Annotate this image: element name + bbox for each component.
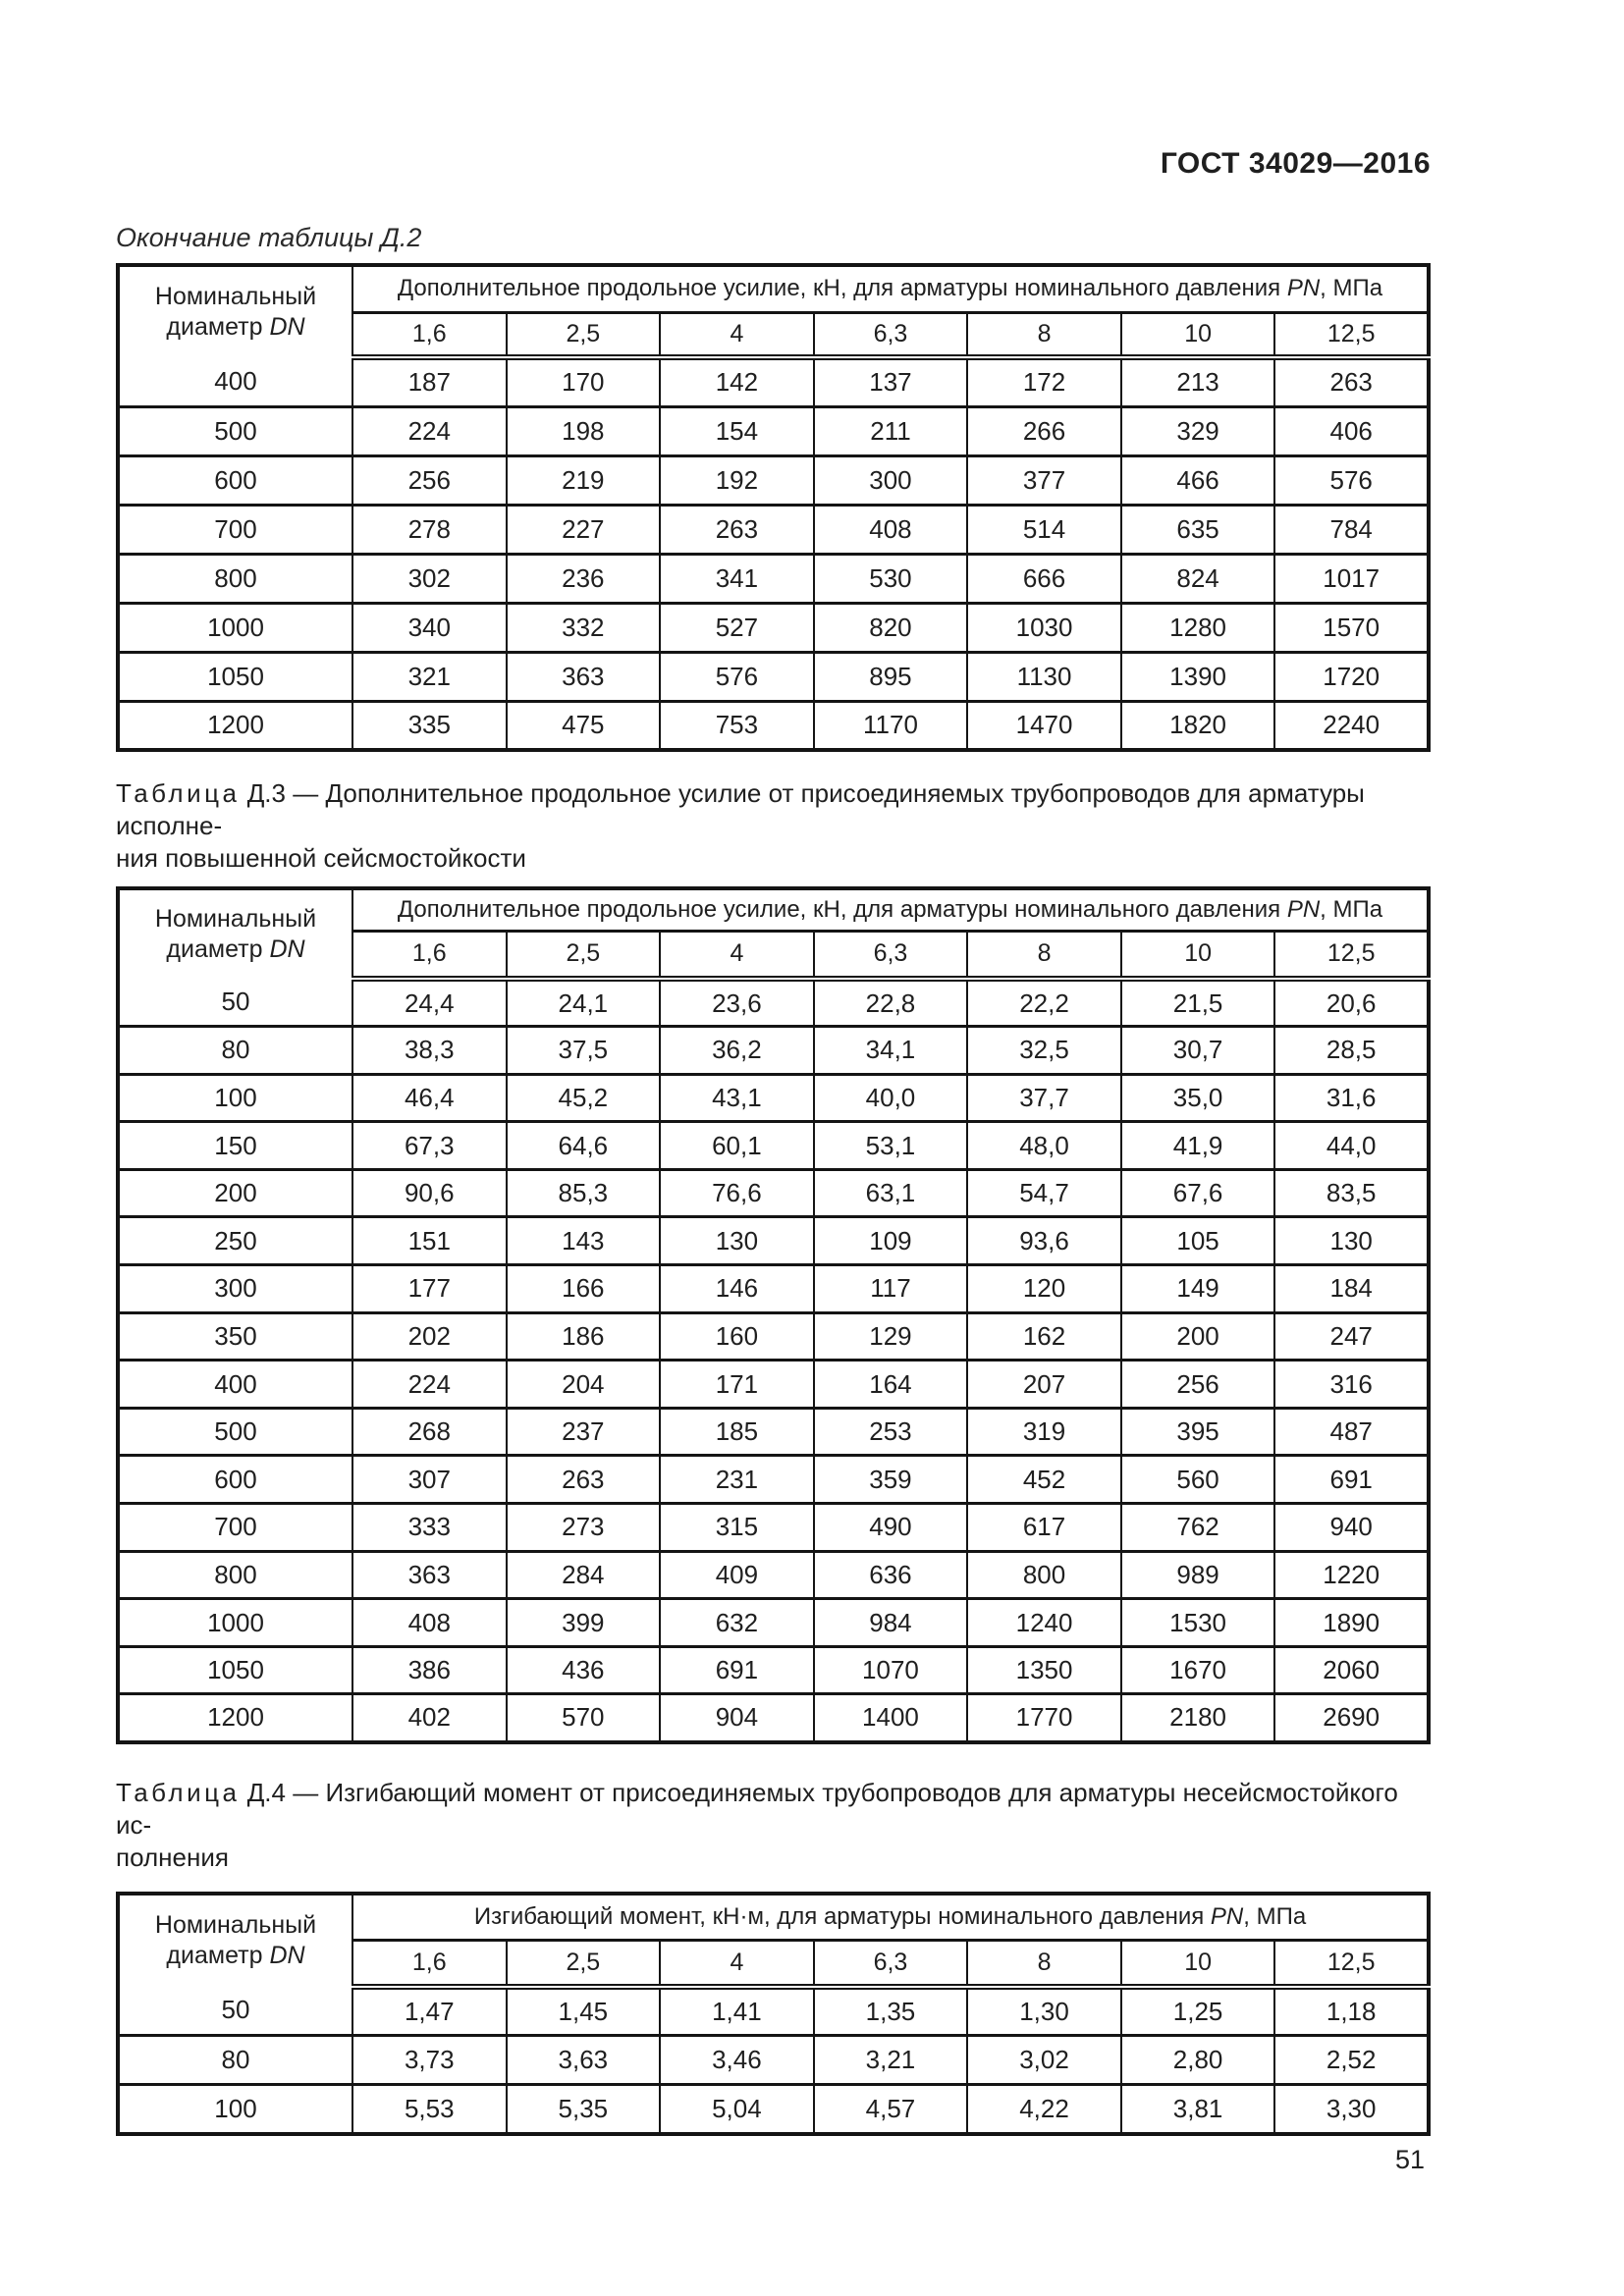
value-cell: 24,4 <box>352 979 507 1027</box>
page-number: 51 <box>1394 2144 1425 2174</box>
dn-cell: 1050 <box>118 652 352 701</box>
standard-number: ГОСТ 34029—2016 <box>1160 147 1431 180</box>
value-cell: 76,6 <box>660 1169 814 1217</box>
value-cell: 319 <box>967 1408 1121 1456</box>
value-cell: 46,4 <box>352 1074 507 1122</box>
table-row <box>118 652 1429 701</box>
value-cell: 151 <box>352 1217 507 1265</box>
table-row <box>118 1361 1429 1409</box>
value-cell: 576 <box>660 652 814 701</box>
value-cell: 753 <box>660 701 814 750</box>
value-cell: 67,3 <box>352 1122 507 1170</box>
dn-cell: 700 <box>118 505 352 554</box>
value-cell: 32,5 <box>967 1027 1121 1075</box>
value-cell: 300 <box>814 455 968 505</box>
page-content <box>116 0 1431 2175</box>
value-cell: 1,45 <box>507 1987 661 2036</box>
value-cell: 636 <box>814 1551 968 1599</box>
value-cell: 4,22 <box>967 2085 1121 2134</box>
table-row <box>118 1265 1429 1313</box>
pressure-header: 6,3 <box>814 931 968 979</box>
dn-cell: 50 <box>118 1987 352 2036</box>
value-cell: 399 <box>507 1599 661 1647</box>
dn-cell: 1200 <box>118 1694 352 1742</box>
data-table-d3 <box>116 886 1431 1744</box>
value-cell: 171 <box>660 1361 814 1409</box>
value-cell: 4,57 <box>814 2085 968 2134</box>
dn-cell: 300 <box>118 1265 352 1313</box>
dn-cell: 250 <box>118 1217 352 1265</box>
value-cell: 1390 <box>1121 652 1275 701</box>
table-d3-caption-line1: Дополнительное продольное усилие от присоединяемых трубопроводов для арматуры исполне- <box>116 778 1365 840</box>
data-table-d2-end <box>116 263 1431 752</box>
value-cell: 263 <box>660 505 814 554</box>
value-cell: 340 <box>352 603 507 652</box>
value-cell: 224 <box>352 406 507 455</box>
value-cell: 60,1 <box>660 1122 814 1170</box>
value-cell: 1220 <box>1274 1551 1429 1599</box>
pressure-header: 1,6 <box>352 931 507 979</box>
value-cell: 211 <box>814 406 968 455</box>
value-cell: 48,0 <box>967 1122 1121 1170</box>
table-d4-caption <box>116 1777 1431 1874</box>
value-cell: 247 <box>1274 1312 1429 1361</box>
table-d3-caption-line2: ния повышенной сейсмостойкости <box>116 843 526 873</box>
table-row <box>118 2085 1429 2134</box>
table-row <box>118 1169 1429 1217</box>
value-cell: 63,1 <box>814 1169 968 1217</box>
value-cell: 22,2 <box>967 979 1121 1027</box>
value-cell: 120 <box>967 1265 1121 1313</box>
value-cell: 85,3 <box>507 1169 661 1217</box>
table-row <box>118 1217 1429 1265</box>
value-cell: 321 <box>352 652 507 701</box>
value-cell: 200 <box>1121 1312 1275 1361</box>
value-cell: 187 <box>352 357 507 406</box>
dn-cell: 100 <box>118 1074 352 1122</box>
value-cell: 632 <box>660 1599 814 1647</box>
dn-column-header: Номинальный диаметр DN <box>118 265 352 357</box>
dn-cell: 150 <box>118 1122 352 1170</box>
dn-cell: 600 <box>118 1456 352 1504</box>
value-cell: 170 <box>507 357 661 406</box>
value-cell: 5,35 <box>507 2085 661 2134</box>
table-d3-caption-dash: — <box>293 778 319 808</box>
value-cell: 263 <box>1274 357 1429 406</box>
pressure-header: 2,5 <box>507 312 661 357</box>
value-cell: 20,6 <box>1274 979 1429 1027</box>
value-cell: 3,73 <box>352 2036 507 2085</box>
table-row <box>118 2036 1429 2085</box>
value-cell: 54,7 <box>967 1169 1121 1217</box>
value-cell: 1,47 <box>352 1987 507 2036</box>
value-cell: 109 <box>814 1217 968 1265</box>
value-cell: 490 <box>814 1504 968 1552</box>
value-cell: 335 <box>352 701 507 750</box>
value-cell: 2,80 <box>1121 2036 1275 2085</box>
value-cell: 402 <box>352 1694 507 1742</box>
value-cell: 1530 <box>1121 1599 1275 1647</box>
value-cell: 2180 <box>1121 1694 1275 1742</box>
value-cell: 37,5 <box>507 1027 661 1075</box>
value-cell: 3,81 <box>1121 2085 1275 2134</box>
dn-cell: 400 <box>118 1361 352 1409</box>
table-row <box>118 554 1429 603</box>
value-cell: 164 <box>814 1361 968 1409</box>
pressure-header: 6,3 <box>814 1941 968 1987</box>
value-cell: 514 <box>967 505 1121 554</box>
value-cell: 236 <box>507 554 661 603</box>
table-d3-caption-num: Д.3 <box>246 778 286 808</box>
value-cell: 192 <box>660 455 814 505</box>
value-cell: 3,30 <box>1274 2085 1429 2134</box>
value-cell: 256 <box>352 455 507 505</box>
unit-header: Изгибающий момент, кН·м, для арматуры номинального давления PN, МПа <box>352 1894 1429 1941</box>
value-cell: 44,0 <box>1274 1122 1429 1170</box>
value-cell: 130 <box>1274 1217 1429 1265</box>
value-cell: 31,6 <box>1274 1074 1429 1122</box>
table-row <box>118 1408 1429 1456</box>
value-cell: 1030 <box>967 603 1121 652</box>
value-cell: 409 <box>660 1551 814 1599</box>
value-cell: 1670 <box>1121 1646 1275 1694</box>
value-cell: 37,7 <box>967 1074 1121 1122</box>
table-d3-caption-word: Таблица <box>116 778 241 808</box>
value-cell: 359 <box>814 1456 968 1504</box>
table-row <box>118 1646 1429 1694</box>
value-cell: 224 <box>352 1361 507 1409</box>
value-cell: 268 <box>352 1408 507 1456</box>
dn-cell: 100 <box>118 2085 352 2134</box>
value-cell: 30,7 <box>1121 1027 1275 1075</box>
value-cell: 273 <box>507 1504 661 1552</box>
pressure-header: 10 <box>1121 931 1275 979</box>
value-cell: 824 <box>1121 554 1275 603</box>
dn-cell: 700 <box>118 1504 352 1552</box>
pressure-header: 2,5 <box>507 931 661 979</box>
dn-cell: 50 <box>118 979 352 1027</box>
value-cell: 3,46 <box>660 2036 814 2085</box>
table-row <box>118 505 1429 554</box>
value-cell: 363 <box>507 652 661 701</box>
dn-cell: 350 <box>118 1312 352 1361</box>
value-cell: 820 <box>814 603 968 652</box>
value-cell: 36,2 <box>660 1027 814 1075</box>
table-d3 <box>116 886 1431 1744</box>
value-cell: 2240 <box>1274 701 1429 750</box>
table-row <box>118 1074 1429 1122</box>
pressure-header: 12,5 <box>1274 312 1429 357</box>
value-cell: 329 <box>1121 406 1275 455</box>
dn-cell: 400 <box>118 357 352 406</box>
value-cell: 1770 <box>967 1694 1121 1742</box>
value-cell: 237 <box>507 1408 661 1456</box>
value-cell: 363 <box>352 1551 507 1599</box>
value-cell: 617 <box>967 1504 1121 1552</box>
value-cell: 67,6 <box>1121 1169 1275 1217</box>
value-cell: 219 <box>507 455 661 505</box>
value-cell: 895 <box>814 652 968 701</box>
pressure-header: 1,6 <box>352 312 507 357</box>
value-cell: 800 <box>967 1551 1121 1599</box>
value-cell: 278 <box>352 505 507 554</box>
value-cell: 487 <box>1274 1408 1429 1456</box>
value-cell: 784 <box>1274 505 1429 554</box>
table-row <box>118 1551 1429 1599</box>
value-cell: 1,35 <box>814 1987 968 2036</box>
value-cell: 984 <box>814 1599 968 1647</box>
value-cell: 333 <box>352 1504 507 1552</box>
table-row <box>118 701 1429 750</box>
dn-column-header: Номинальный диаметр DN <box>118 888 352 979</box>
value-cell: 436 <box>507 1646 661 1694</box>
value-cell: 5,53 <box>352 2085 507 2134</box>
table-row <box>118 1599 1429 1647</box>
value-cell: 1470 <box>967 701 1121 750</box>
value-cell: 315 <box>660 1504 814 1552</box>
value-cell: 93,6 <box>967 1217 1121 1265</box>
value-cell: 22,8 <box>814 979 968 1027</box>
value-cell: 35,0 <box>1121 1074 1275 1122</box>
pressure-header: 10 <box>1121 312 1275 357</box>
value-cell: 64,6 <box>507 1122 661 1170</box>
value-cell: 266 <box>967 406 1121 455</box>
value-cell: 160 <box>660 1312 814 1361</box>
table-d2-end <box>116 263 1431 752</box>
value-cell: 184 <box>1274 1265 1429 1313</box>
value-cell: 41,9 <box>1121 1122 1275 1170</box>
value-cell: 207 <box>967 1361 1121 1409</box>
value-cell: 1170 <box>814 701 968 750</box>
value-cell: 1240 <box>967 1599 1121 1647</box>
pressure-header: 2,5 <box>507 1941 661 1987</box>
pressure-header: 8 <box>967 312 1121 357</box>
value-cell: 21,5 <box>1121 979 1275 1027</box>
dn-cell: 1000 <box>118 603 352 652</box>
value-cell: 527 <box>660 603 814 652</box>
table-row <box>118 1987 1429 2036</box>
data-table-d4 <box>116 1892 1431 2136</box>
value-cell: 332 <box>507 603 661 652</box>
value-cell: 38,3 <box>352 1027 507 1075</box>
value-cell: 186 <box>507 1312 661 1361</box>
pressure-header: 12,5 <box>1274 931 1429 979</box>
value-cell: 904 <box>660 1694 814 1742</box>
value-cell: 1,25 <box>1121 1987 1275 2036</box>
value-cell: 3,21 <box>814 2036 968 2085</box>
value-cell: 166 <box>507 1265 661 1313</box>
dn-cell: 80 <box>118 2036 352 2085</box>
dn-cell: 1000 <box>118 1599 352 1647</box>
value-cell: 256 <box>1121 1361 1275 1409</box>
dn-cell: 200 <box>118 1169 352 1217</box>
table-row <box>118 455 1429 505</box>
value-cell: 530 <box>814 554 968 603</box>
value-cell: 1820 <box>1121 701 1275 750</box>
dn-cell: 1200 <box>118 701 352 750</box>
value-cell: 231 <box>660 1456 814 1504</box>
table-d4-caption-line1: Изгибающий момент от присоединяемых трубопроводов для арматуры несейсмостойкого ис- <box>116 1777 1398 1840</box>
value-cell: 129 <box>814 1312 968 1361</box>
value-cell: 117 <box>814 1265 968 1313</box>
table-row <box>118 603 1429 652</box>
value-cell: 316 <box>1274 1361 1429 1409</box>
value-cell: 142 <box>660 357 814 406</box>
dn-cell: 800 <box>118 554 352 603</box>
value-cell: 408 <box>814 505 968 554</box>
value-cell: 177 <box>352 1265 507 1313</box>
value-cell: 452 <box>967 1456 1121 1504</box>
value-cell: 666 <box>967 554 1121 603</box>
value-cell: 105 <box>1121 1217 1275 1265</box>
dn-cell: 500 <box>118 406 352 455</box>
value-cell: 940 <box>1274 1504 1429 1552</box>
value-cell: 635 <box>1121 505 1275 554</box>
value-cell: 24,1 <box>507 979 661 1027</box>
value-cell: 172 <box>967 357 1121 406</box>
value-cell: 23,6 <box>660 979 814 1027</box>
value-cell: 302 <box>352 554 507 603</box>
value-cell: 5,04 <box>660 2085 814 2134</box>
value-cell: 2060 <box>1274 1646 1429 1694</box>
value-cell: 570 <box>507 1694 661 1742</box>
value-cell: 28,5 <box>1274 1027 1429 1075</box>
value-cell: 475 <box>507 701 661 750</box>
value-cell: 466 <box>1121 455 1275 505</box>
dn-cell: 800 <box>118 1551 352 1599</box>
value-cell: 2,52 <box>1274 2036 1429 2085</box>
value-cell: 1017 <box>1274 554 1429 603</box>
value-cell: 1400 <box>814 1694 968 1742</box>
value-cell: 227 <box>507 505 661 554</box>
value-cell: 1280 <box>1121 603 1275 652</box>
value-cell: 137 <box>814 357 968 406</box>
value-cell: 3,02 <box>967 2036 1121 2085</box>
value-cell: 1350 <box>967 1646 1121 1694</box>
pressure-header: 8 <box>967 1941 1121 1987</box>
table-d4-caption-line2: полнения <box>116 1842 229 1872</box>
value-cell: 146 <box>660 1265 814 1313</box>
value-cell: 691 <box>660 1646 814 1694</box>
value-cell: 691 <box>1274 1456 1429 1504</box>
value-cell: 386 <box>352 1646 507 1694</box>
table-row <box>118 1027 1429 1075</box>
value-cell: 149 <box>1121 1265 1275 1313</box>
value-cell: 213 <box>1121 357 1275 406</box>
value-cell: 1130 <box>967 652 1121 701</box>
value-cell: 162 <box>967 1312 1121 1361</box>
value-cell: 1890 <box>1274 1599 1429 1647</box>
unit-header: Дополнительное продольное усилие, кН, для арматуры номинального давления PN, МПа <box>352 888 1429 931</box>
table-row <box>118 357 1429 406</box>
value-cell: 406 <box>1274 406 1429 455</box>
table-row <box>118 1122 1429 1170</box>
pressure-header: 12,5 <box>1274 1941 1429 1987</box>
value-cell: 45,2 <box>507 1074 661 1122</box>
value-cell: 395 <box>1121 1408 1275 1456</box>
value-cell: 202 <box>352 1312 507 1361</box>
value-cell: 1,30 <box>967 1987 1121 2036</box>
value-cell: 377 <box>967 455 1121 505</box>
unit-header: Дополнительное продольное усилие, кН, для арматуры номинального давления PN, МПа <box>352 265 1429 312</box>
value-cell: 2690 <box>1274 1694 1429 1742</box>
value-cell: 90,6 <box>352 1169 507 1217</box>
pressure-header: 8 <box>967 931 1121 979</box>
value-cell: 989 <box>1121 1551 1275 1599</box>
value-cell: 263 <box>507 1456 661 1504</box>
table-d4-caption-num: Д.4 <box>246 1777 286 1807</box>
pressure-header: 4 <box>660 312 814 357</box>
table-row <box>118 979 1429 1027</box>
value-cell: 284 <box>507 1551 661 1599</box>
value-cell: 34,1 <box>814 1027 968 1075</box>
table-d2-continuation-label: Окончание таблицы Д.2 <box>116 223 422 252</box>
pressure-header: 4 <box>660 931 814 979</box>
value-cell: 53,1 <box>814 1122 968 1170</box>
table-d3-caption <box>116 777 1431 875</box>
pressure-header: 4 <box>660 1941 814 1987</box>
value-cell: 83,5 <box>1274 1169 1429 1217</box>
table-row <box>118 1694 1429 1742</box>
dn-cell: 600 <box>118 455 352 505</box>
value-cell: 43,1 <box>660 1074 814 1122</box>
value-cell: 130 <box>660 1217 814 1265</box>
dn-cell: 1050 <box>118 1646 352 1694</box>
value-cell: 408 <box>352 1599 507 1647</box>
table-row <box>118 1504 1429 1552</box>
table-row <box>118 406 1429 455</box>
table-d4 <box>116 1892 1431 2136</box>
value-cell: 40,0 <box>814 1074 968 1122</box>
value-cell: 1070 <box>814 1646 968 1694</box>
value-cell: 1,41 <box>660 1987 814 2036</box>
value-cell: 185 <box>660 1408 814 1456</box>
pressure-header: 1,6 <box>352 1941 507 1987</box>
pressure-header: 10 <box>1121 1941 1275 1987</box>
value-cell: 307 <box>352 1456 507 1504</box>
value-cell: 560 <box>1121 1456 1275 1504</box>
value-cell: 143 <box>507 1217 661 1265</box>
value-cell: 154 <box>660 406 814 455</box>
table-row <box>118 1312 1429 1361</box>
value-cell: 3,63 <box>507 2036 661 2085</box>
table-d4-caption-word: Таблица <box>116 1777 241 1807</box>
value-cell: 576 <box>1274 455 1429 505</box>
value-cell: 1720 <box>1274 652 1429 701</box>
value-cell: 762 <box>1121 1504 1275 1552</box>
value-cell: 198 <box>507 406 661 455</box>
table-d4-caption-dash: — <box>293 1777 319 1807</box>
value-cell: 1570 <box>1274 603 1429 652</box>
value-cell: 341 <box>660 554 814 603</box>
value-cell: 204 <box>507 1361 661 1409</box>
value-cell: 1,18 <box>1274 1987 1429 2036</box>
dn-cell: 80 <box>118 1027 352 1075</box>
dn-column-header: Номинальный диаметр DN <box>118 1894 352 1987</box>
pressure-header: 6,3 <box>814 312 968 357</box>
table-row <box>118 1456 1429 1504</box>
value-cell: 253 <box>814 1408 968 1456</box>
dn-cell: 500 <box>118 1408 352 1456</box>
